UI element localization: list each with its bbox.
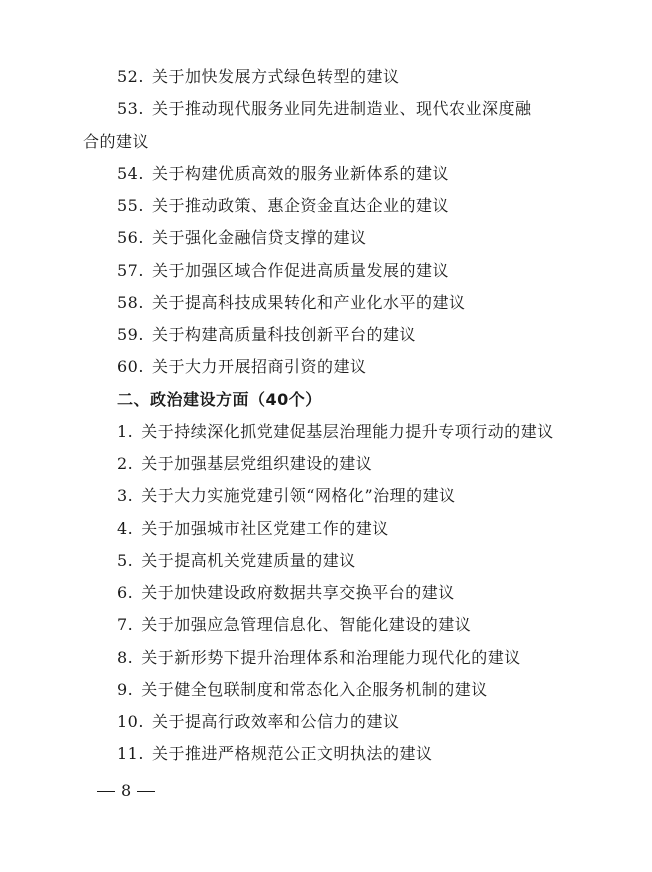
item-number: 1.	[117, 422, 134, 441]
section-heading: 二、政治建设方面（40个）	[117, 390, 322, 409]
item-text: 关于加快发展方式绿色转型的建议	[151, 67, 400, 86]
item-number: 3.	[117, 486, 134, 505]
item-text: 关于大力实施党建引领“网格化”治理的建议	[141, 486, 456, 505]
item-text: 关于推动现代服务业同先进制造业、现代农业深度融	[151, 99, 532, 118]
item-number: 10.	[117, 712, 144, 731]
item-number: 58.	[117, 293, 144, 312]
item-text: 关于提高机关党建质量的建议	[141, 551, 356, 570]
list-item	[117, 99, 531, 119]
list-item	[117, 454, 372, 474]
item-number: 59.	[117, 325, 144, 344]
item-number: 7.	[117, 615, 134, 634]
list-item	[117, 648, 521, 668]
item-number: 8.	[117, 648, 134, 667]
list-item	[117, 680, 488, 700]
item-number: 5.	[117, 551, 134, 570]
list-item	[117, 519, 389, 539]
item-text: 关于大力开展招商引资的建议	[151, 357, 367, 376]
list-item	[117, 583, 455, 603]
item-text: 关于健全包联制度和常态化入企服务机制的建议	[141, 680, 488, 699]
item-text: 关于加强基层党组织建设的建议	[141, 454, 373, 473]
item-text: 关于构建高质量科技创新平台的建议	[151, 325, 416, 344]
list-item	[117, 293, 465, 313]
item-number: 56.	[117, 228, 144, 247]
item-text: 关于持续深化抓党建促基层治理能力提升专项行动的建议	[141, 422, 554, 441]
item-number: 60.	[117, 357, 144, 376]
footer-dash-left	[97, 791, 115, 792]
item-text: 关于加强应急管理信息化、智能化建设的建议	[141, 615, 472, 634]
item-text: 关于新形势下提升治理体系和治理能力现代化的建议	[141, 648, 521, 667]
page-footer	[97, 781, 155, 801]
page-number: 8	[121, 781, 132, 800]
item-number: 54.	[117, 164, 144, 183]
item-number: 9.	[117, 680, 134, 699]
list-item	[117, 615, 471, 635]
item-number: 2.	[117, 454, 134, 473]
item-number: 4.	[117, 519, 134, 538]
item-number: 11.	[117, 744, 144, 763]
item-text: 关于推进严格规范公正文明执法的建议	[151, 744, 433, 763]
item-number: 53.	[117, 99, 144, 118]
list-item	[117, 67, 399, 87]
item-number: 57.	[117, 261, 144, 280]
item-text: 关于强化金融信贷支撑的建议	[151, 228, 367, 247]
item-text: 关于加快建设政府数据共享交换平台的建议	[141, 583, 455, 602]
item-text: 关于加强区域合作促进高质量发展的建议	[151, 261, 449, 280]
list-item	[117, 712, 399, 732]
item-number: 52.	[117, 67, 144, 86]
item-text: 关于提高行政效率和公信力的建议	[151, 712, 400, 731]
list-item	[117, 744, 432, 764]
list-item	[117, 357, 366, 377]
footer-dash-right	[137, 791, 155, 792]
item-text: 关于推动政策、惠企资金直达企业的建议	[151, 196, 449, 215]
list-item	[117, 228, 366, 248]
list-item	[117, 422, 554, 442]
list-item	[117, 261, 449, 281]
list-item	[117, 164, 449, 184]
item-text: 关于加强城市社区党建工作的建议	[141, 519, 389, 538]
item-text: 关于提高科技成果转化和产业化水平的建议	[151, 293, 466, 312]
item-text-continued: 合的建议	[83, 132, 150, 151]
item-number: 55.	[117, 196, 144, 215]
item-text: 关于构建优质高效的服务业新体系的建议	[151, 164, 449, 183]
list-item	[117, 325, 416, 345]
item-number: 6.	[117, 583, 134, 602]
list-item	[117, 551, 356, 571]
list-item	[117, 486, 456, 506]
list-item	[117, 196, 449, 216]
list-item-continuation	[83, 132, 149, 152]
